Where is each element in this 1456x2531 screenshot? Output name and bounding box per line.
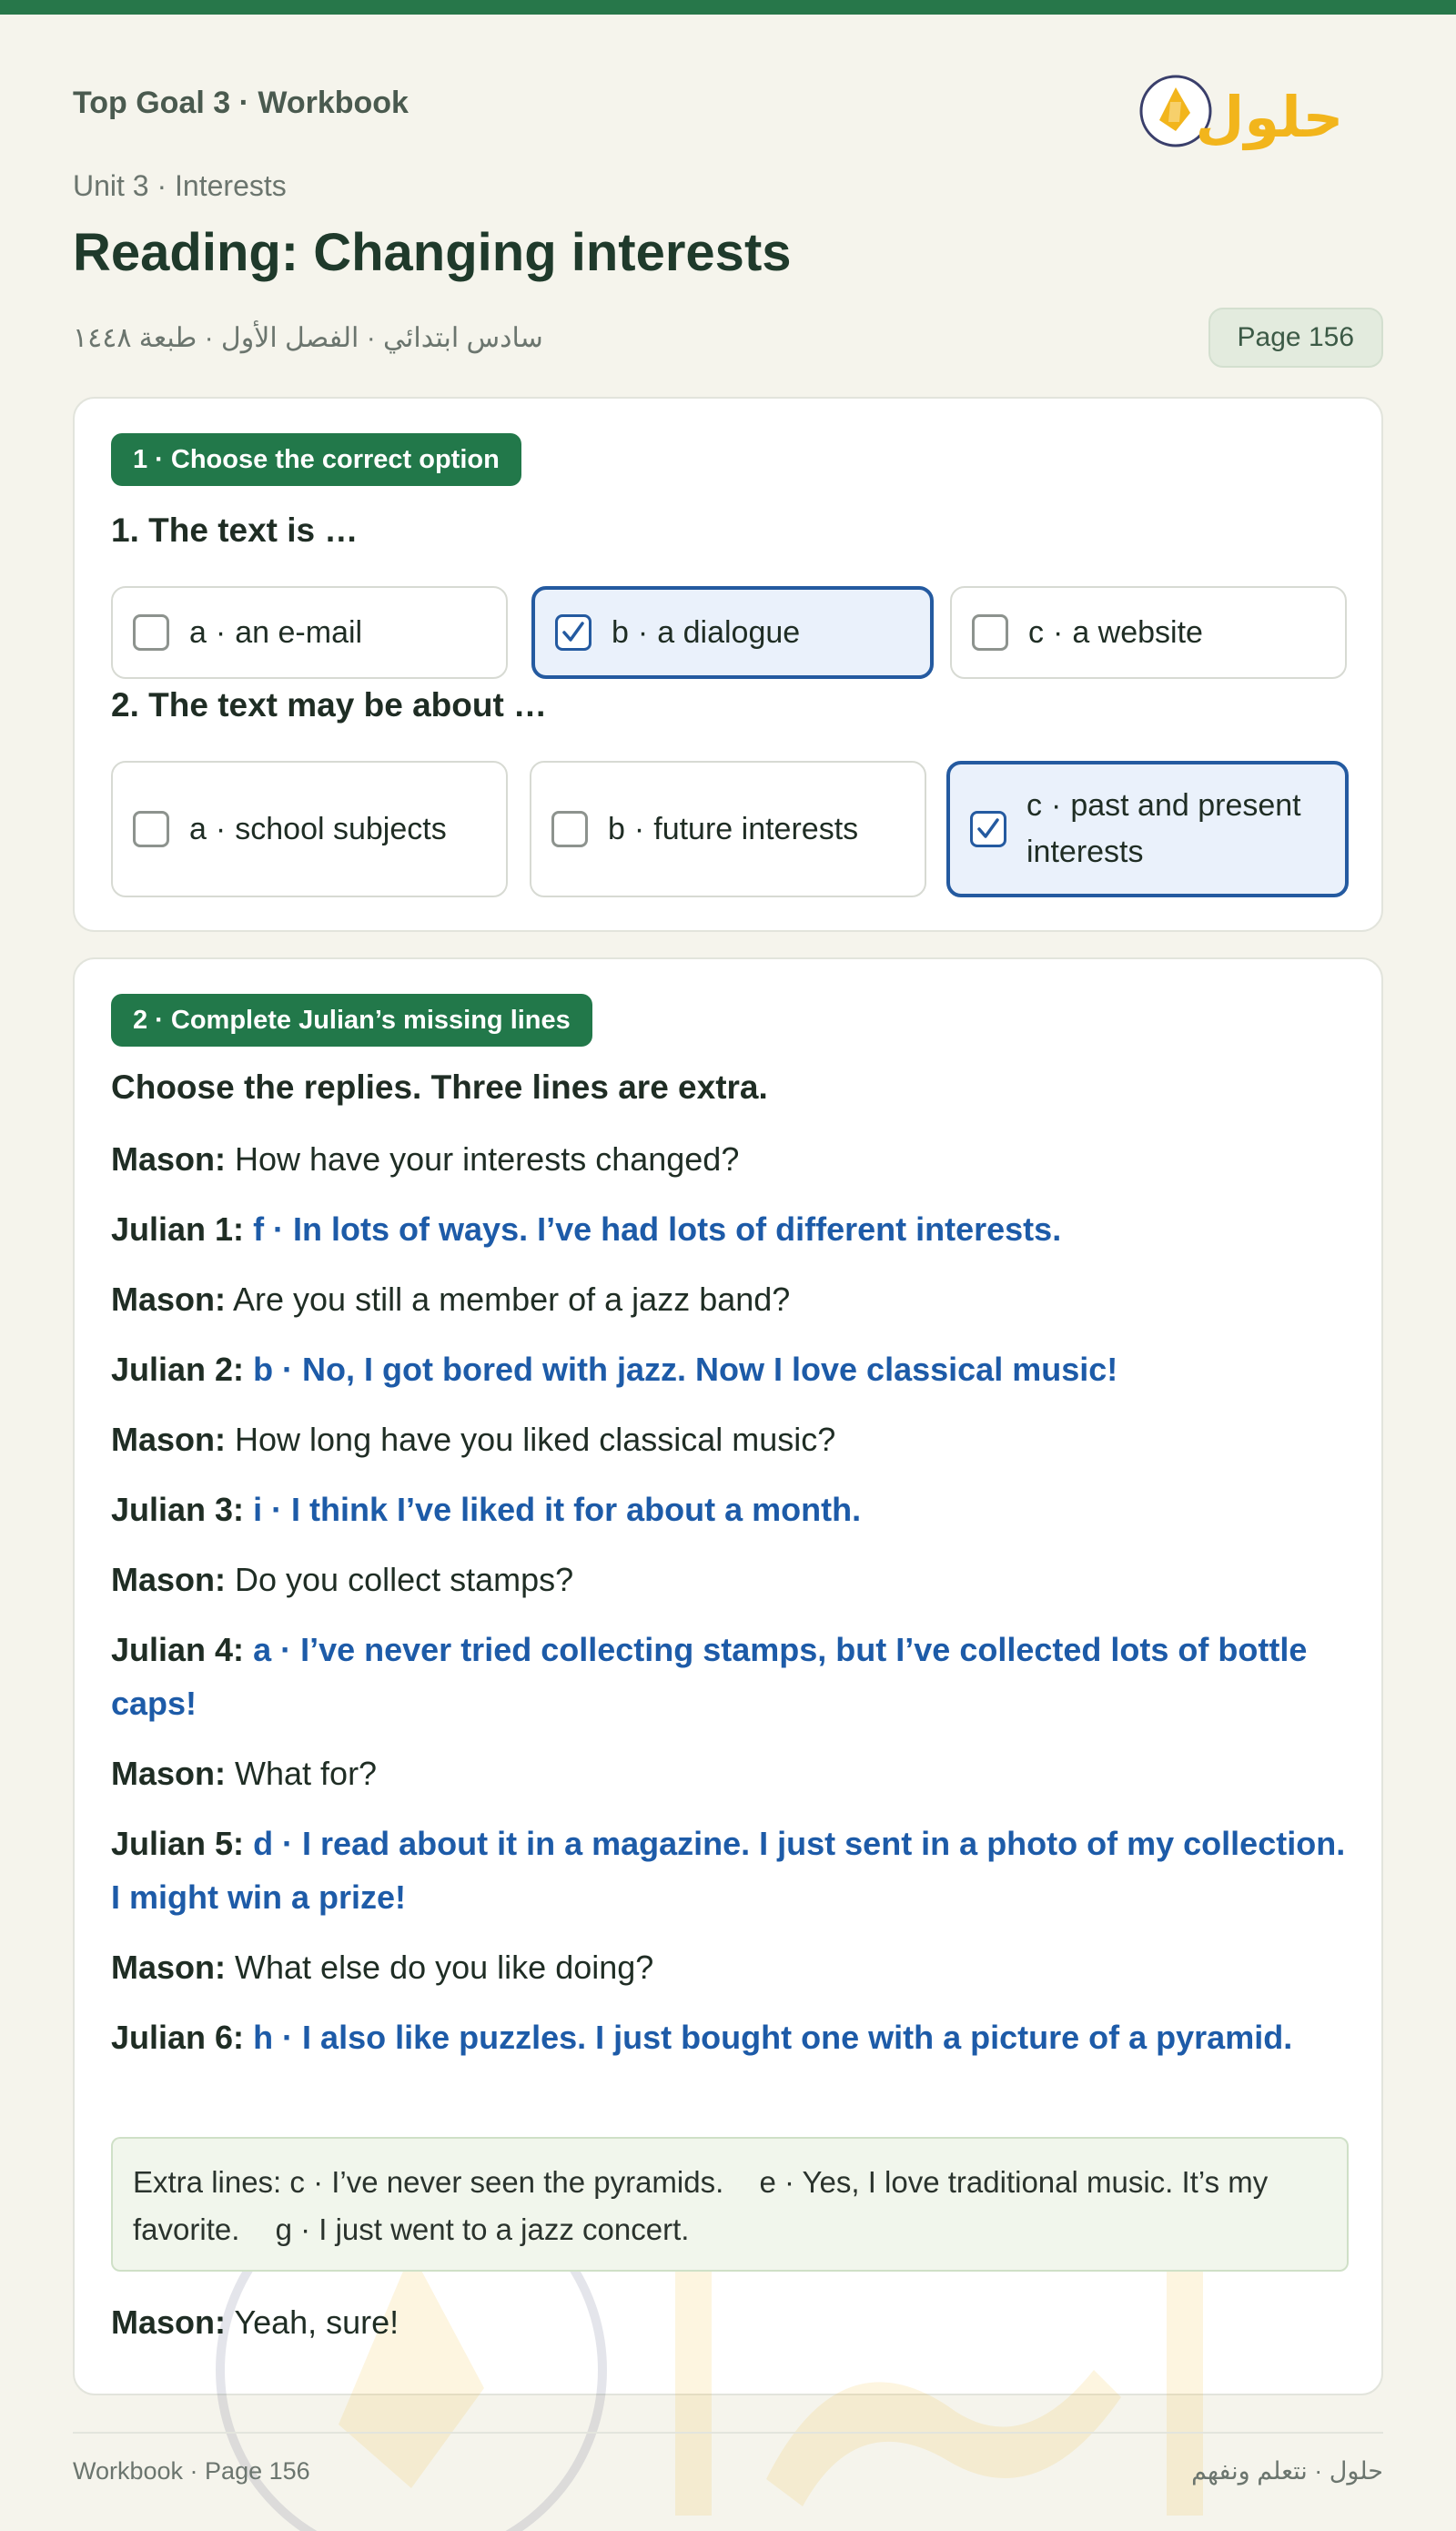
option-letter: b	[612, 614, 629, 650]
unit-label: Unit 3 · Interests	[73, 169, 287, 202]
dialogue-card	[73, 957, 1383, 2395]
checkmark-icon	[975, 815, 1002, 843]
page-badge: Page 156	[1208, 308, 1383, 368]
dialogue-line-julian: Julian 2: b · No, I got bored with jazz. Now I love classical music!	[111, 1351, 1118, 1388]
section-tag-choose: 1 · Choose the correct option	[111, 433, 521, 486]
dialogue-line-mason: Mason: What for?	[111, 1755, 378, 1792]
dialogue-line-julian: Julian 1: f · In lots of ways. I’ve had lots of different interests.	[111, 1210, 1062, 1248]
extra-line: c · I’ve never seen the pyramids.	[289, 2165, 724, 2199]
option-q2-a[interactable]: a · school subjects	[111, 761, 508, 897]
dialogue-line-mason: Mason: How long have you liked classical music?	[111, 1421, 836, 1458]
dialogue-line-mason: Mason: What else do you like doing?	[111, 1949, 654, 1986]
extra-lines-box	[111, 2137, 1349, 2272]
question-title-1: 1. The text is …	[111, 511, 359, 549]
dialogue-line-julian: Julian 6: h · I also like puzzles. I just bought one with a picture of a pyramid.	[111, 2019, 1293, 2056]
logo-text: حلول	[1195, 84, 1344, 150]
checkbox-unchecked[interactable]	[972, 614, 1008, 651]
footer-page-label: Workbook · Page 156	[73, 2457, 310, 2485]
book-title: Top Goal 3 · Workbook	[73, 86, 409, 120]
top-accent-bar	[0, 0, 1456, 15]
extra-line: e · Yes, I love traditional music. It’s my favorite.	[133, 2165, 1269, 2246]
option-text: school subjects	[235, 811, 447, 846]
option-text: an e-mail	[235, 614, 363, 650]
option-q2-c[interactable]: c · past and present interests	[946, 761, 1349, 897]
option-letter: b	[608, 811, 625, 846]
option-letter: c	[1026, 788, 1042, 823]
dialogue-line-mason: Mason: Do you collect stamps?	[111, 1561, 574, 1598]
dialogue-line-mason: Mason: How have your interests changed?	[111, 1140, 740, 1178]
dialogue-line-julian: Julian 4: a · I’ve never tried collecting stamps, but I’ve collected lots of bottle caps!	[111, 1631, 1308, 1722]
option-q1-b[interactable]: b · a dialogue	[531, 586, 934, 679]
footer-brand: حلول · نتعلم ونفهم	[1191, 2457, 1383, 2485]
extra-lines-label: Extra lines:	[133, 2165, 282, 2199]
checkmark-icon	[560, 619, 587, 646]
option-q1-c[interactable]: c · a website	[950, 586, 1347, 679]
checkbox-checked[interactable]	[555, 614, 592, 651]
dialogue-line-mason: Mason: Yeah, sure!	[111, 2303, 399, 2341]
checkbox-unchecked[interactable]	[551, 811, 588, 847]
extra-line: g · I just went to a jazz concert.	[275, 2212, 690, 2246]
page-header	[73, 84, 1383, 150]
grade-info: سادس ابتدائي · الفصل الأول · طبعة ١٤٤٨	[73, 323, 543, 353]
option-letter: a	[189, 614, 207, 650]
option-letter: c	[1028, 614, 1044, 650]
option-q1-a[interactable]: a · an e-mail	[111, 586, 508, 679]
hulul-logo	[1128, 66, 1356, 157]
page-title: Reading: Changing interests	[73, 223, 792, 282]
option-text: past and present interests	[1026, 788, 1301, 869]
section-tag-complete: 2 · Complete Julian’s missing lines	[111, 994, 592, 1047]
option-text: a website	[1072, 614, 1203, 650]
option-text: a dialogue	[657, 614, 801, 650]
checkbox-checked[interactable]	[970, 811, 1006, 847]
checkbox-unchecked[interactable]	[133, 614, 169, 651]
dialogue-line-mason: Mason: Are you still a member of a jazz band?	[111, 1281, 791, 1318]
option-q2-b[interactable]: b · future interests	[530, 761, 926, 897]
dialogue-instruction: Choose the replies. Three lines are extra.	[111, 1068, 768, 1106]
dialogue-line-julian: Julian 5: d · I read about it in a magazine. I just sent in a photo of my collection. I might win a prize!	[111, 1825, 1346, 1916]
option-text: future interests	[653, 811, 859, 846]
option-letter: a	[189, 811, 207, 846]
checkbox-unchecked[interactable]	[133, 811, 169, 847]
choose-option-card	[73, 397, 1383, 932]
footer-divider	[73, 2432, 1383, 2434]
question-title-2: 2. The text may be about …	[111, 686, 548, 724]
dialogue-line-julian: Julian 3: i · I think I’ve liked it for about a month.	[111, 1491, 862, 1528]
